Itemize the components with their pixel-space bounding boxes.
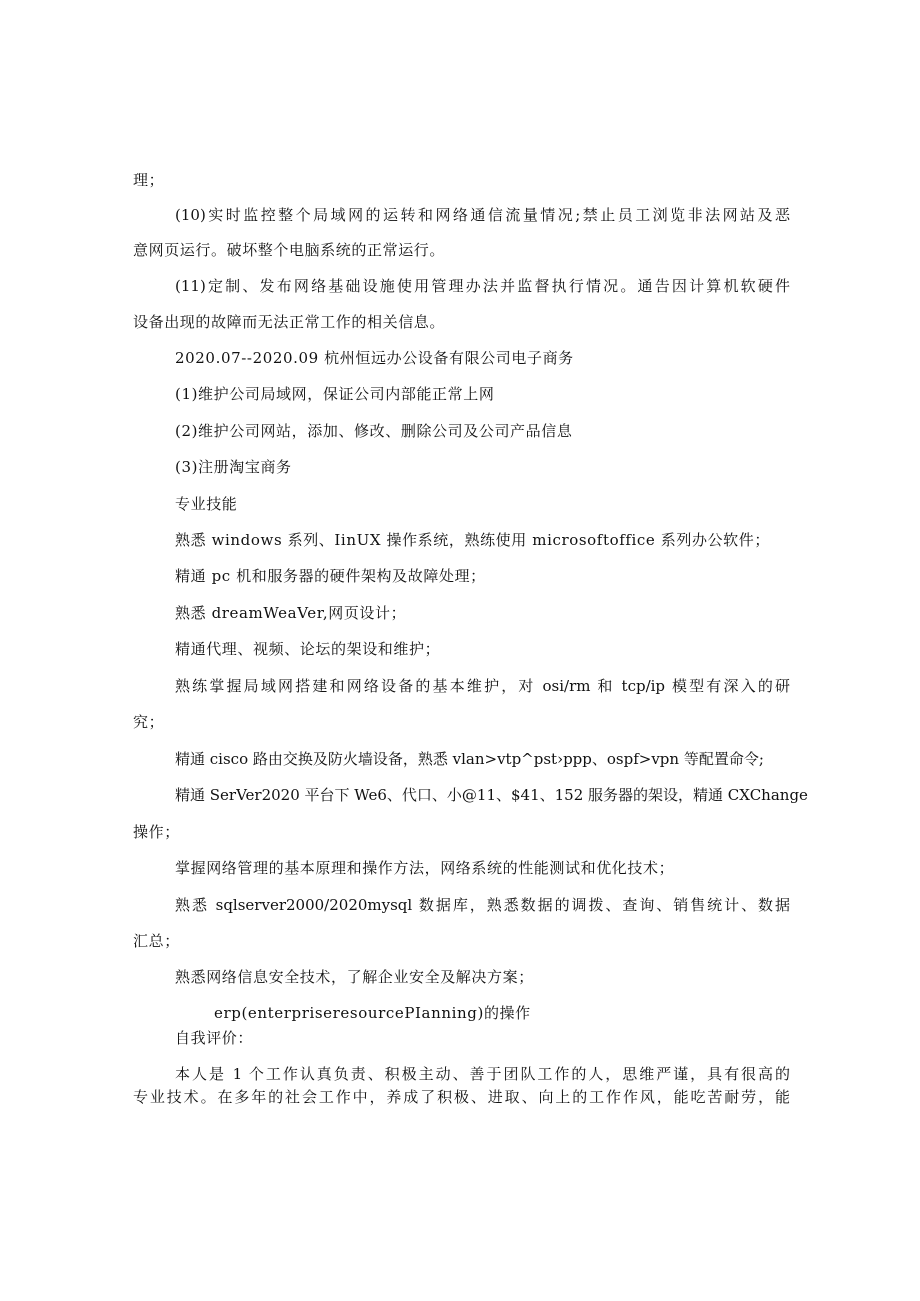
text-line: 熟悉 sqlserver2000/2020mysql 数据库，熟悉数据的调拨、查询、销售统计、数据 xyxy=(175,896,790,914)
text-line: 熟悉 dreamWeaVer,网页设计； xyxy=(175,604,407,622)
text-line: 汇总； xyxy=(133,932,180,950)
text-line: erp(enterpriseresourcePIanning)的操作 xyxy=(214,1004,531,1022)
text-line: 精通 cisco 路由交换及防火墙设备，熟悉 vlan>vtp^pst›ppp、ospf>vpn 等配置命令; xyxy=(175,750,764,768)
text-line: 精通代理、视频、论坛的架设和维护； xyxy=(175,640,441,658)
text-line: 本人是 1 个工作认真负责、积极主动、善于团队工作的人，思维严谨，具有很高的 xyxy=(175,1065,790,1083)
text-line: 理； xyxy=(133,171,165,189)
section-entry: 2020.07--2020.09 杭州恒远办公设备有限公司电子商务 xyxy=(175,349,574,367)
section-heading: 自我评价： xyxy=(175,1029,254,1047)
text-line: 究； xyxy=(133,713,165,731)
text-line: 精通 pc 机和服务器的硬件架构及故障处理； xyxy=(175,567,486,585)
text-line: (3)注册淘宝商务 xyxy=(175,458,292,476)
text-line: 熟练掌握局域网搭建和网络设备的基本维护，对 osi/rm 和 tcp/ip 模型有深入的研 xyxy=(175,677,790,695)
text-line: (1)维护公司局域网，保证公司内部能正常上网 xyxy=(175,385,495,403)
section-heading: 专业技能 xyxy=(175,495,238,513)
text-line: 意网页运行。破坏整个电脑系统的正常运行。 xyxy=(133,241,446,259)
text-line: 熟悉网络信息安全技术，了解企业安全及解决方案； xyxy=(175,968,534,986)
text-line: (2)维护公司网站，添加、修改、删除公司及公司产品信息 xyxy=(175,422,573,440)
text-line: 设备出现的故障而无法正常工作的相关信息。 xyxy=(133,313,446,331)
text-line: (11)定制、发布网络基础设施使用管理办法并监督执行情况。通告因计算机软硬件 xyxy=(175,277,790,295)
text-line: (10)实时监控整个局域网的运转和网络通信流量情况;禁止员工浏览非法网站及恶 xyxy=(175,206,790,224)
text-line: 操作； xyxy=(133,823,180,841)
text-line: 专业技术。在多年的社会工作中，养成了积极、进取、向上的工作作风，能吃苦耐劳，能 xyxy=(133,1088,790,1106)
text-line: 熟悉 windows 系列、IinUX 操作系统，熟练使用 microsoftoffice 系列办公软件； xyxy=(175,531,770,549)
text-line: 精通 SerVer2020 平台下 We6、代口、小@11、$41、152 服务器的架设，精通 CXChange xyxy=(175,786,808,804)
text-line: 掌握网络管理的基本原理和操作方法，网络系统的性能测试和优化技术； xyxy=(175,859,675,877)
